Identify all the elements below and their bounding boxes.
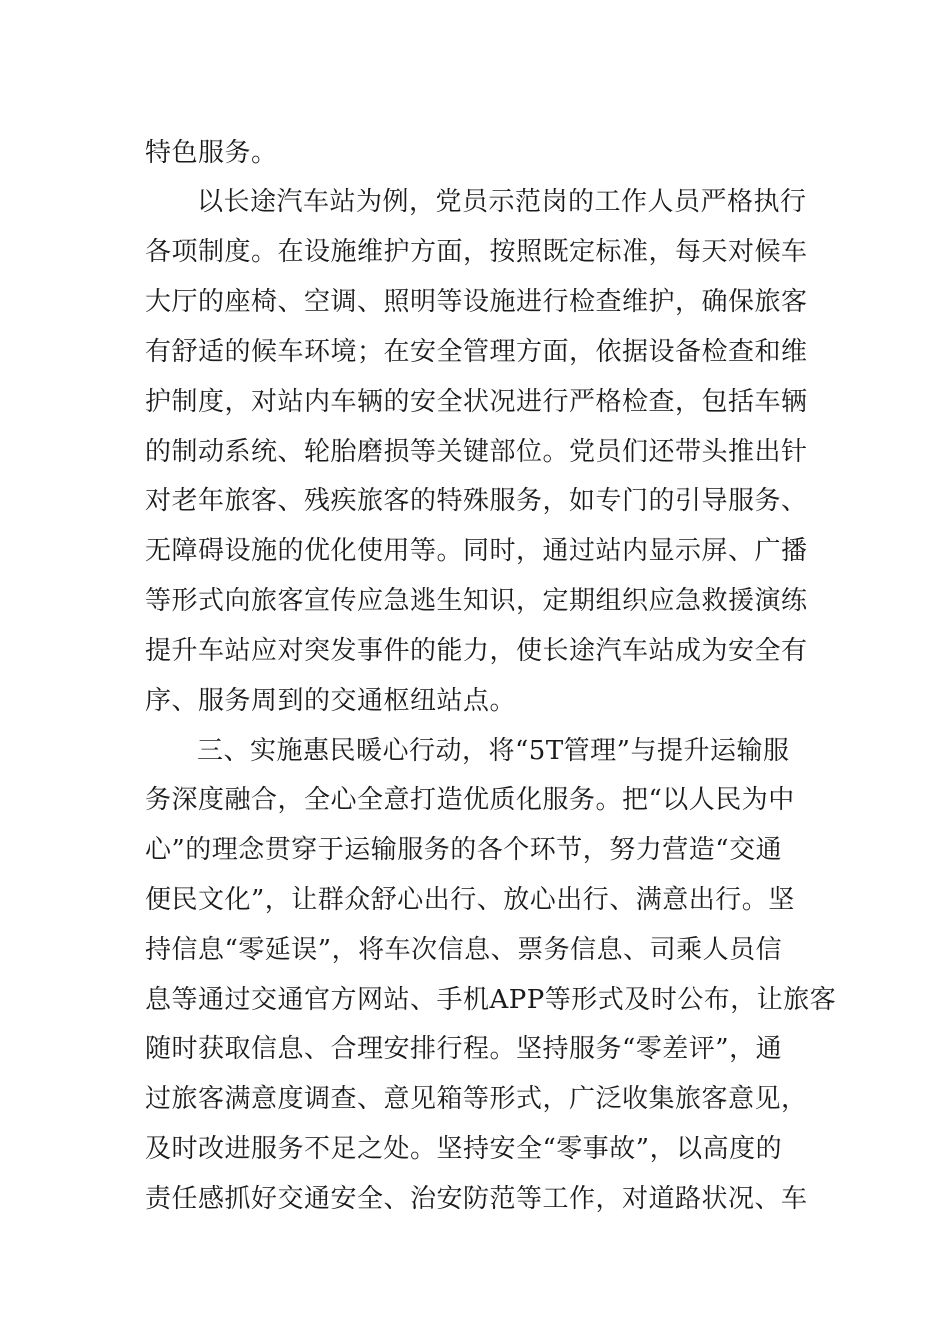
paragraph-line: 对老年旅客、残疾旅客的特殊服务，如专门的引导服务、	[145, 486, 808, 516]
paragraph-line: 及时改进服务不足之处。坚持安全“零事故”，以高度的	[145, 1134, 783, 1164]
paragraph-line: 各项制度。在设施维护方面，按照既定标准，每天对候车	[145, 237, 808, 267]
paragraph-line: 等形式向旅客宣传应急逃生知识，定期组织应急救援演练	[145, 586, 808, 616]
paragraph-line: 心”的理念贯穿于运输服务的各个环节，努力营造“交通	[145, 835, 783, 865]
paragraph-line: 三、实施惠民暖心行动，将“5T管理”与提升运输服	[197, 736, 790, 766]
paragraph-line: 有舒适的候车环境；在安全管理方面，依据设备检查和维	[145, 337, 808, 367]
paragraph-line: 以长途汽车站为例，党员示范岗的工作人员严格执行	[197, 187, 807, 217]
paragraph-line: 持信息“零延误”，将车次信息、票务信息、司乘人员信	[145, 935, 783, 965]
paragraph-line: 序、服务周到的交通枢纽站点。	[145, 686, 517, 716]
paragraph-line: 息等通过交通官方网站、手机APP等形式及时公布，让旅客	[145, 985, 837, 1015]
paragraph-line: 大厅的座椅、空调、照明等设施进行检查维护，确保旅客	[145, 287, 808, 317]
paragraph-line: 随时获取信息、合理安排行程。坚持服务“零差评”，通	[145, 1034, 783, 1064]
paragraph-line: 特色服务。	[145, 138, 278, 168]
paragraph-line: 护制度，对站内车辆的安全状况进行严格检查，包括车辆	[145, 387, 808, 417]
paragraph-line: 提升车站应对突发事件的能力，使长途汽车站成为安全有	[145, 636, 808, 666]
paragraph-line: 无障碍设施的优化使用等。同时，通过站内显示屏、广播	[145, 536, 808, 566]
paragraph-line: 责任感抓好交通安全、治安防范等工作，对道路状况、车	[145, 1184, 808, 1214]
paragraph-line: 务深度融合，全心全意打造优质化服务。把“以人民为中	[145, 785, 795, 815]
paragraph-line: 的制动系统、轮胎磨损等关键部位。党员们还带头推出针	[145, 437, 808, 467]
paragraph-line: 便民文化”，让群众舒心出行、放心出行、满意出行。坚	[145, 885, 795, 915]
paragraph-line: 过旅客满意度调查、意见箱等形式，广泛收集旅客意见，	[145, 1084, 808, 1114]
